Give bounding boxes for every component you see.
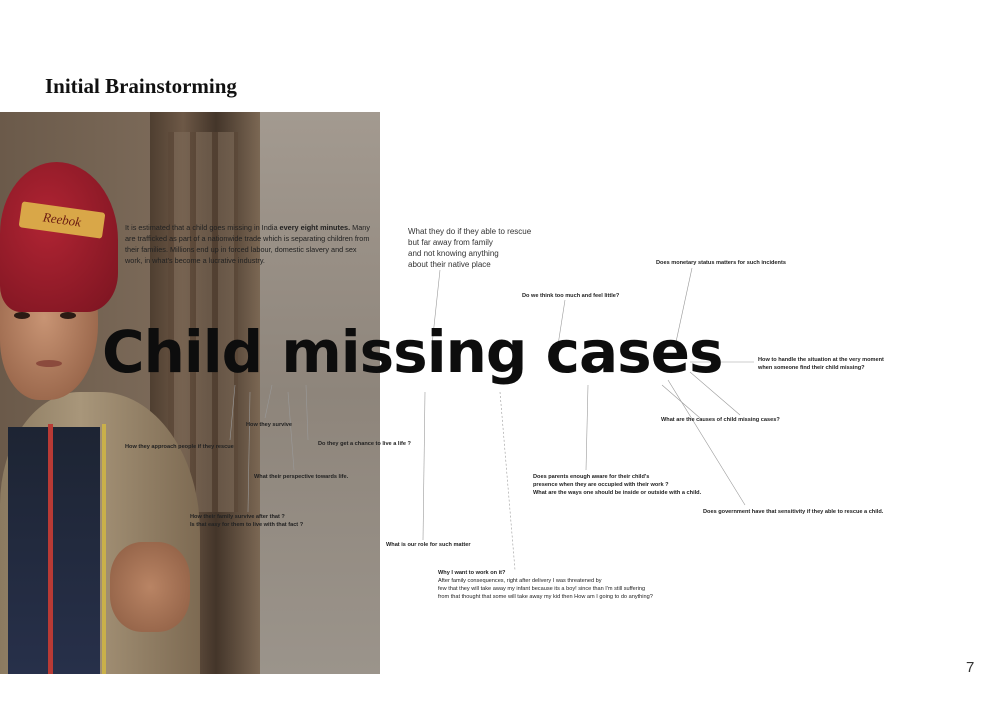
- question-chance-live: Do they get a chance to live a life ?: [318, 441, 411, 447]
- question-heading: Why I want to work on it?: [438, 570, 506, 576]
- question-why-work: [438, 569, 653, 601]
- question-government: Does government have that sensitivity if they able to rescue a child.: [703, 509, 884, 515]
- hat-logo: Reebok: [19, 201, 106, 238]
- line-parents: [586, 385, 588, 470]
- question-family-survive: [190, 513, 303, 529]
- line-why-work: [500, 392, 515, 570]
- question-line: Does parents enough aware for their child's: [533, 474, 650, 480]
- line-chance: [306, 385, 308, 440]
- question-our-role: What is our role for such matter: [386, 542, 471, 548]
- note-line: about their native place: [408, 260, 491, 269]
- question-line: What are the ways one should be inside or outside with a child.: [533, 490, 702, 496]
- question-line: few that they will take away my infant because its a boy! since than I'm still suffering: [438, 586, 646, 592]
- intro-text-rest: Many are trafficked as part of a nationwide trade which is separating children from their families. Millions end up in forced labour, domestic slavery and sex work, in what's become a lucrative industry.: [125, 223, 370, 265]
- note-line: but far away from family: [408, 238, 493, 247]
- question-perspective: What their perspective towards life.: [254, 474, 349, 480]
- line-survive: [265, 385, 272, 418]
- question-how-survive: How they survive: [246, 422, 293, 428]
- question-handle-situation: [758, 356, 884, 372]
- question-think-too-much: Do we think too much and feel little?: [522, 293, 620, 299]
- question-line: Is that easy for them to live with that fact ?: [190, 522, 304, 528]
- line-family: [248, 392, 250, 512]
- line-approach: [230, 385, 235, 440]
- question-line: After family consequences, right after delivery I was threatened by: [438, 578, 602, 584]
- note-line: What they do if they able to rescue: [408, 227, 532, 236]
- page-title: Initial Brainstorming: [45, 74, 237, 98]
- note-rescue-far: [408, 226, 548, 270]
- question-monetary: Does monetary status matters for such incidents: [656, 260, 786, 266]
- question-causes: What are the causes of child missing cases?: [661, 417, 780, 423]
- question-line: How their family survive after that ?: [190, 514, 285, 520]
- intro-paragraph: [125, 222, 375, 266]
- intro-emphasis: every eight minutes.: [279, 223, 351, 232]
- intro-text-start: It is estimated that a child goes missing in India: [125, 223, 280, 232]
- main-title: Child missing cases: [102, 318, 723, 386]
- line-our-role: [423, 392, 425, 540]
- note-line: and not knowing anything: [408, 249, 499, 258]
- question-approach-people: How they approach people if they rescue: [125, 444, 234, 450]
- line-perspective: [288, 392, 294, 470]
- question-parents-aware: [533, 473, 701, 497]
- question-line: How to handle the situation at the very moment: [758, 357, 884, 363]
- question-line: when someone find their child missing?: [758, 365, 865, 371]
- line-causes-2: [662, 385, 700, 418]
- question-line: presence when they are occupied with their work ?: [533, 482, 669, 488]
- page-number: 7: [966, 659, 975, 676]
- question-line: from that thought that some will take away my kid then How am I going to do anything?: [438, 594, 653, 600]
